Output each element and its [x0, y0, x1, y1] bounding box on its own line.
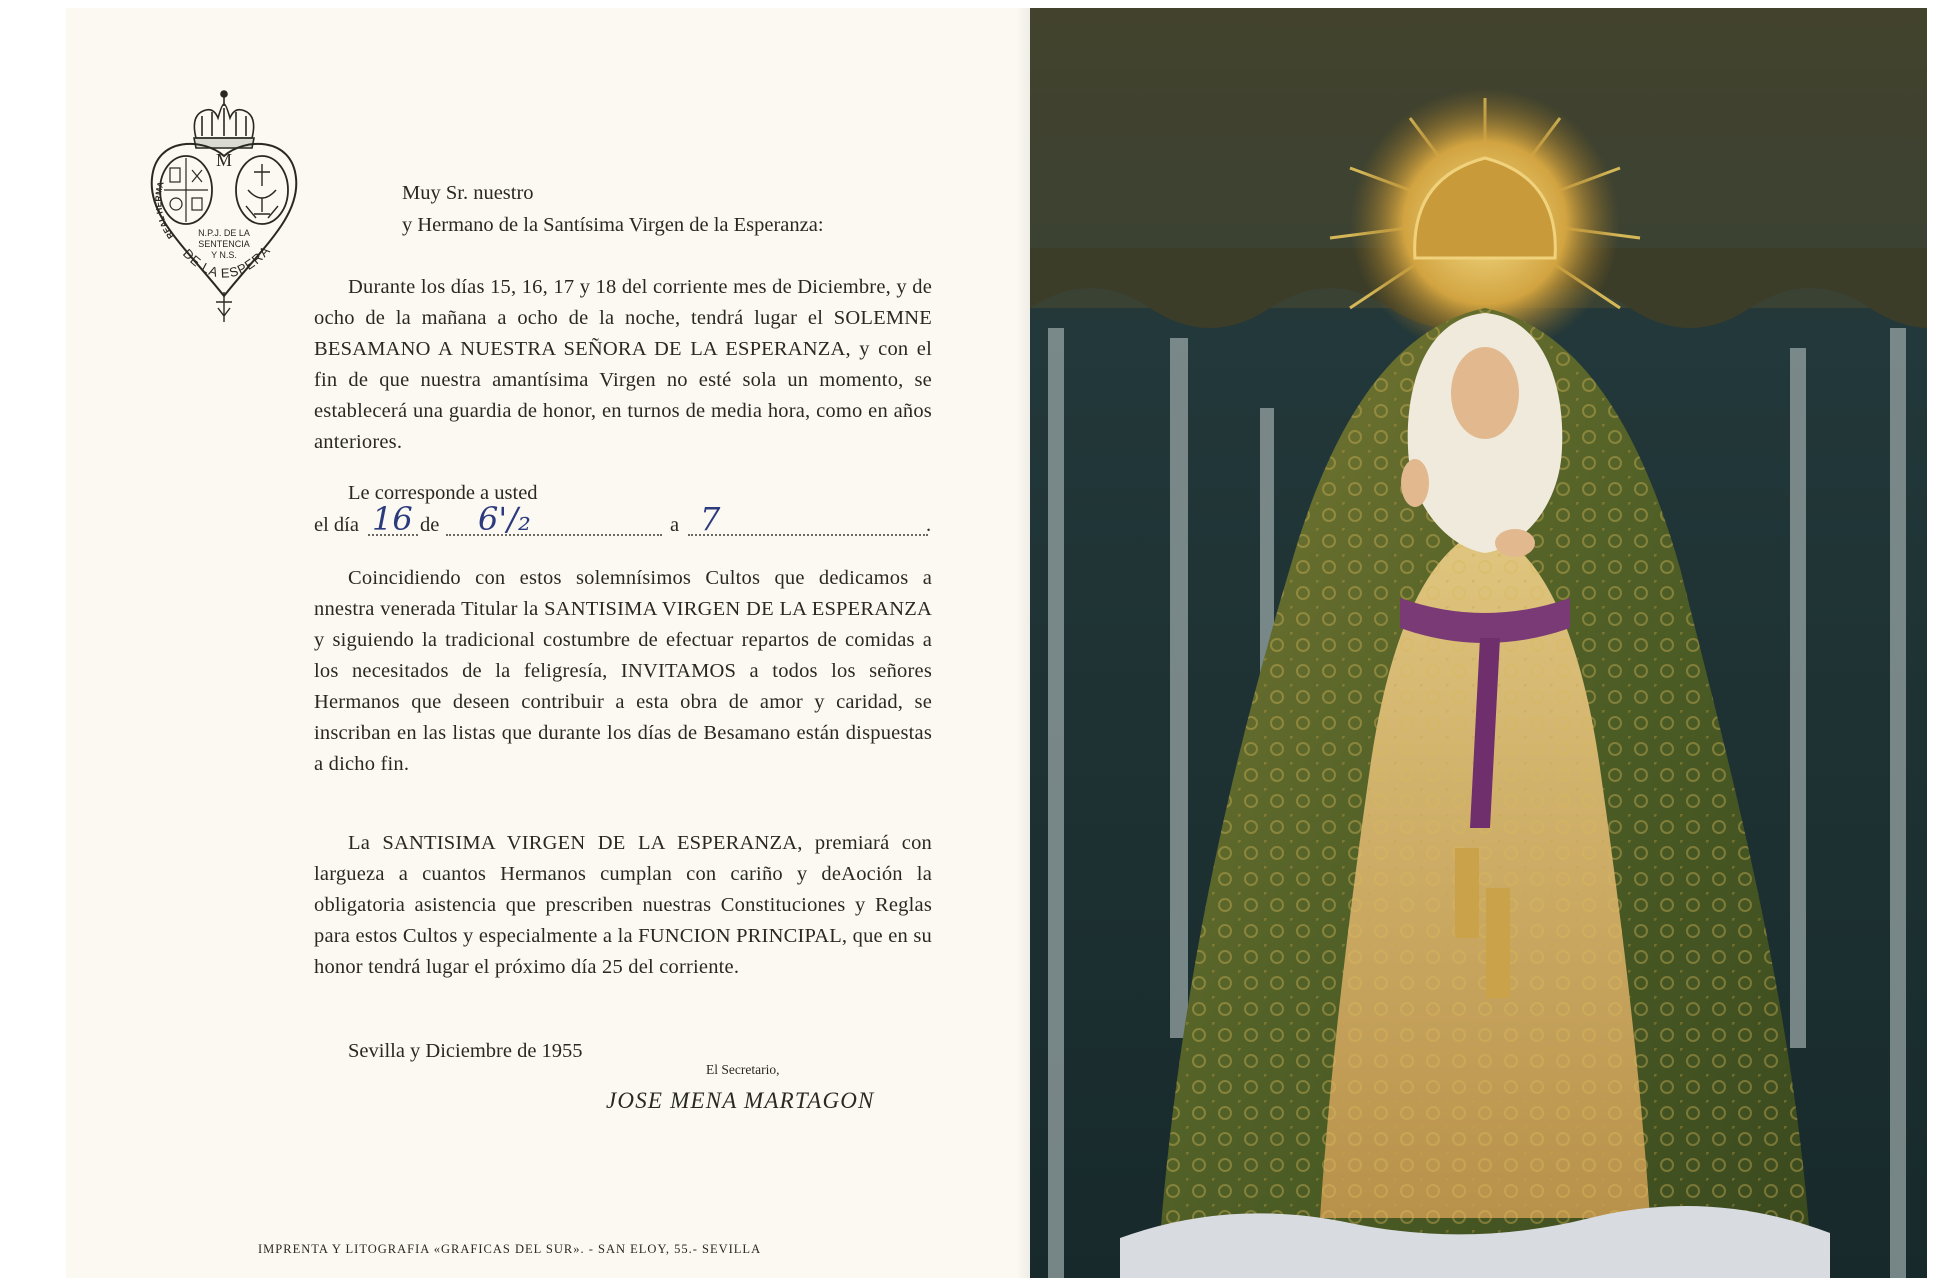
svg-text:M: M: [215, 150, 233, 170]
monogram-icon: [216, 292, 232, 322]
paragraph-besamano: Durante los días 15, 16, 17 y 18 del corriente mes de Diciembre, y de ocho de la mañana a ocho de la noche, tendrá lugar el SOLEMNE BESAMANO A NUESTRA SEÑORA DE LA ESPERANZA, y con el fin de que nuestra amantísima Virgen no esté sola un momento, se establecerá una guardia de honor, en turnos de media hora, como en años anteriores.: [314, 276, 932, 453]
emblem-ring-bottom: DE LA ESPERA: [179, 242, 274, 281]
paragraph-charity: Coincidiendo con estos solemnísimos Cultos que dedicamos a nnestra venerada Titular la SANTISIMA VIRGEN DE LA ESPERANZA y siguiendo la tradicional costumbre de efectuar repartos de comidas a los necesitados de la feligresía, INVITAMOS a todos los señores Hermanos que deseen contribuir a esta obra de amor y caridad, se inscriban en las listas que durante los días de Besamano están dispuestas a dicho fin.: [314, 567, 932, 775]
a-label: a: [670, 514, 680, 536]
virgin-photograph: [1030, 8, 1927, 1278]
assignment-label: Le corresponde a usted: [348, 482, 538, 504]
secretary-title: El Secretario,: [706, 1062, 780, 1077]
printer-imprint: IMPRENTA Y LITOGRAFIA «GRAFICAS DEL SUR». - SAN ELOY, 55.- SEVILLA: [258, 1242, 762, 1256]
handwritten-from-time: 6'/₂: [478, 500, 531, 538]
de-label: de: [420, 514, 440, 536]
place-date: Sevilla y Diciembre de 1955: [348, 1040, 583, 1062]
handwritten-day: 16: [372, 500, 413, 538]
emblem-ring-top: REAL HERMA: [153, 180, 176, 241]
brotherhood-emblem: [144, 86, 304, 326]
assignment-line: [314, 500, 934, 544]
to-dotted-line: [688, 534, 928, 536]
paragraph-funcion-principal: La SANTISIMA VIRGEN DE LA ESPERANZA, premiará con largueza a cuantos Hermanos cumplan con cariño y deAoción la obligatoria asistencia que prescriben nuestras Constituciones y Reglas para estos Cultos y especialmente a la FUNCION PRINCIPAL, que en su honor tendrá lugar el próximo día 25 del corriente.: [314, 832, 932, 978]
emblem-line-3: Y N.S.: [211, 250, 237, 260]
emblem-line-2: SENTENCIA: [198, 239, 250, 249]
salutation-line-2: y Hermano de la Santísima Virgen de la Esperanza:: [402, 214, 824, 236]
salutation-line-1: Muy Sr. nuestro: [402, 182, 534, 204]
crown-icon: [194, 91, 254, 148]
handwritten-to-time: 7: [700, 500, 721, 538]
emblem-line-1: N.P.J. DE LA: [198, 228, 250, 238]
assignment-end: .: [926, 514, 932, 536]
day-label: el día: [314, 514, 359, 536]
secretary-name: JOSE MENA MARTAGON: [606, 1088, 875, 1113]
